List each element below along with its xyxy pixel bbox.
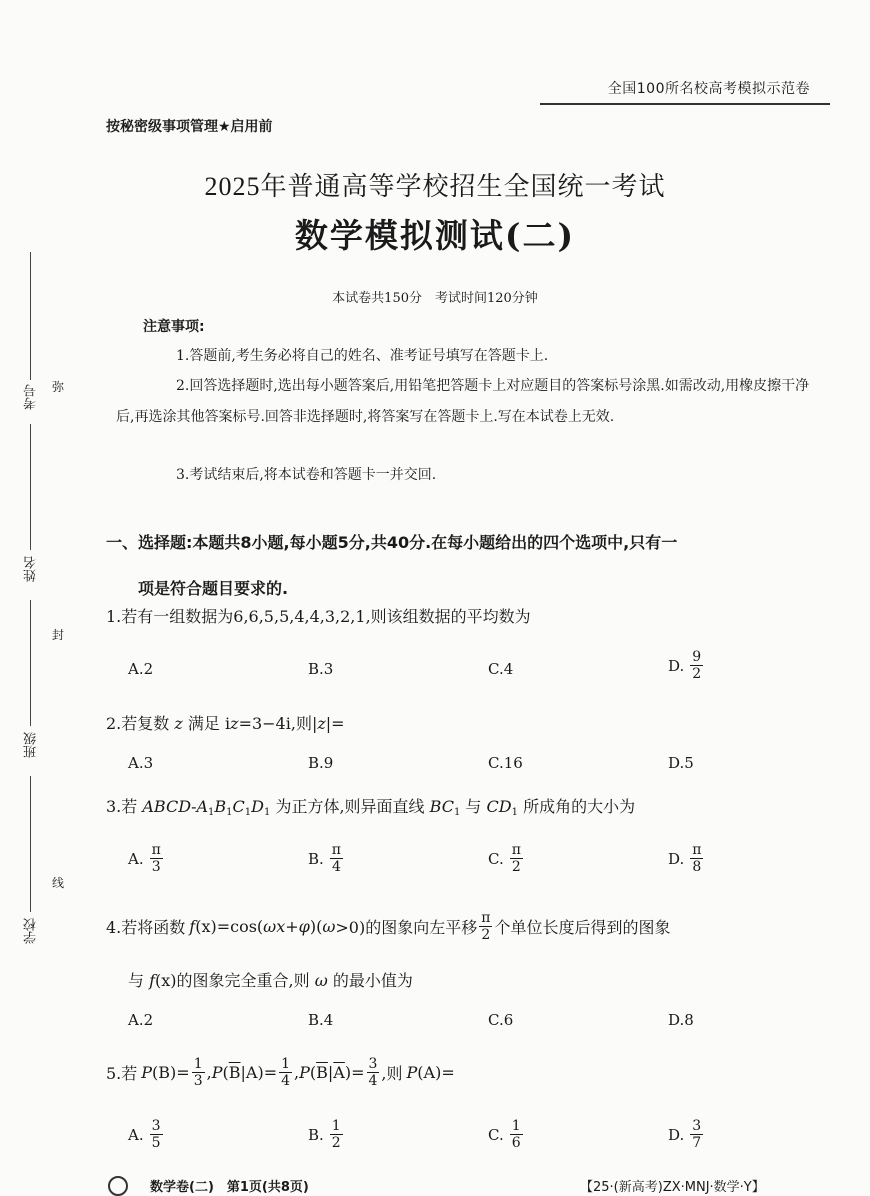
notice-heading: 注意事项: (143, 319, 205, 335)
question-2-option-b: B.9 (308, 754, 334, 772)
fraction-numerator: 1 (511, 1118, 521, 1134)
subscript: 1 (244, 807, 252, 818)
question-3-option-d (668, 842, 705, 875)
notice-item-2: 2.回答选择题时,选出每小题答案后,用铅笔把答题卡上对应题目的答案标号涂黑.如需改动,用橡皮擦干净后,再选涂其他答案标号.回答非选择题时,将答案写在答题卡上.写在本试卷上无效. (116, 378, 810, 425)
fraction-denominator: 2 (511, 859, 521, 875)
var-f: f (189, 917, 196, 936)
binding-line (30, 600, 31, 726)
var-abcd: ABCD (142, 797, 192, 816)
text: (A)= (417, 1063, 455, 1082)
var-omega: ω (322, 917, 336, 936)
question-1-option-c: C.4 (488, 660, 514, 678)
fraction-numerator: 1 (281, 1056, 291, 1072)
option-label: C. (488, 1125, 504, 1144)
option-label: D. (668, 1125, 685, 1144)
text: | (327, 1063, 334, 1082)
question-4-option-b: B.4 (308, 1011, 334, 1029)
fraction-numerator: π (511, 842, 521, 858)
question-5-stem (106, 1056, 455, 1089)
fraction-denominator: 2 (331, 1135, 341, 1151)
var-z: z (317, 714, 326, 733)
text: ,则 (381, 1064, 403, 1083)
footer-code: 【25·(新高考)ZX·MNJ·数学·Y】 (580, 1180, 765, 1195)
var-cd: CD (486, 797, 512, 816)
question-1-option-a: A.2 (128, 660, 154, 678)
section-heading-line-1: 一、选择题:本题共8小题,每小题5分,共40分.在每小题给出的四个选项中,只有一 (106, 533, 678, 552)
fraction-numerator: 1 (331, 1118, 341, 1134)
fraction (330, 1118, 343, 1151)
text: >0)的图象向左平移 (335, 918, 478, 937)
question-1-option-d (668, 649, 705, 682)
fraction-denominator: 8 (692, 859, 702, 875)
exam-meta: 本试卷共150分 考试时间120分钟 (332, 291, 538, 306)
var-b-bar: $\overline{B}$ (316, 1063, 328, 1082)
question-4-option-c: C.6 (488, 1011, 514, 1029)
var-z: z (174, 714, 183, 733)
question-5-option-c (488, 1118, 525, 1151)
text: |= (325, 714, 345, 733)
fraction-denominator: 3 (193, 1073, 203, 1089)
footer-page-circle (108, 1176, 128, 1196)
var-b-bar: $\overline{B}$ (228, 1063, 241, 1082)
question-5-option-a (128, 1118, 165, 1151)
binding-label-class: 班级 (24, 732, 39, 758)
notice-item-1: 1.答题前,考生务必将自己的姓名、准考证号填写在答题卡上. (176, 348, 549, 364)
text: ( (309, 1063, 317, 1082)
var-f: f (149, 971, 156, 990)
text: 2.若复数 (106, 714, 170, 733)
notice-item-3: 3.考试结束后,将本试卷和答题卡一并交回. (176, 467, 437, 483)
subject-title: 数学模拟测试(二) (294, 216, 576, 255)
fraction (690, 842, 703, 875)
option-label: B. (308, 849, 324, 868)
option-label: D. (668, 656, 685, 675)
var-p: P (299, 1063, 310, 1082)
fraction-numerator: 1 (193, 1056, 203, 1072)
fraction (510, 1118, 523, 1151)
question-2-option-a: A.3 (128, 754, 154, 772)
binding-mark: 线 (52, 876, 65, 890)
fraction (690, 1118, 703, 1151)
text: 的最小值为 (332, 971, 413, 990)
var-a-bar: $\overline{A}$ (333, 1063, 345, 1082)
fraction-numerator: π (481, 910, 491, 926)
fraction (690, 649, 703, 682)
fraction (367, 1056, 380, 1089)
text: 与 (465, 797, 482, 816)
question-2-option-c: C.16 (488, 754, 523, 772)
exam-title: 2025年普通高等学校招生全国统一考试 (204, 172, 666, 201)
fraction-numerator: 3 (368, 1056, 378, 1072)
fraction-numerator: 9 (692, 649, 702, 665)
text: 5.若 (106, 1064, 138, 1083)
question-3-stem (106, 794, 635, 818)
text: 4.若将函数 (106, 918, 186, 937)
subscript: 1 (453, 807, 461, 818)
text: 3.若 (106, 797, 138, 816)
question-4-stem-line-2 (128, 968, 413, 991)
option-label: B. (308, 1125, 324, 1144)
text: 个单位长度后得到的图象 (494, 918, 671, 937)
var-c: C (232, 797, 245, 816)
header-rule (540, 103, 830, 105)
var-a: A (196, 797, 209, 816)
series-label: 全国100所名校高考模拟示范卷 (607, 81, 810, 97)
section-heading-line-2: 项是符合题目要求的. (138, 579, 289, 598)
text: =3−4i,则| (238, 714, 318, 733)
fraction-denominator: 4 (281, 1073, 291, 1089)
fraction (510, 842, 523, 875)
binding-line (30, 776, 31, 912)
binding-label-name: 姓名 (24, 556, 39, 582)
question-4-stem (106, 910, 846, 943)
fraction (279, 1056, 292, 1089)
var-b: B (214, 797, 227, 816)
binding-line (30, 424, 31, 550)
question-2-stem (106, 711, 345, 734)
fraction-numerator: π (331, 842, 341, 858)
fraction-denominator: 2 (481, 927, 491, 943)
secret-level-label: 按秘密级事项管理★启用前 (106, 119, 273, 135)
binding-label-exam-no: 考号 (24, 384, 39, 410)
text: + (285, 917, 299, 936)
fraction-denominator: 5 (151, 1135, 161, 1151)
option-label: C. (488, 849, 504, 868)
binding-mark: 封 (52, 628, 65, 642)
text: )( (309, 917, 323, 936)
text: (x)=cos( (195, 917, 264, 936)
fraction (150, 842, 163, 875)
var-omega-x: ωx (263, 917, 286, 936)
question-4-option-d: D.8 (668, 1011, 694, 1029)
fraction-numerator: π (692, 842, 702, 858)
binding-line (30, 252, 31, 380)
var-z: z (230, 714, 239, 733)
fraction-numerator: 3 (692, 1118, 702, 1134)
question-3-option-b (308, 842, 345, 875)
subscript: 1 (264, 807, 271, 818)
var-omega: ω (314, 971, 328, 990)
fraction-denominator: 3 (151, 859, 161, 875)
fraction-numerator: π (151, 842, 161, 858)
var-bc: BC (429, 797, 454, 816)
var-p: P (406, 1063, 418, 1082)
footer-page-info: 数学卷(二) 第1页(共8页) (150, 1180, 309, 1195)
fraction (330, 842, 343, 875)
fraction (479, 910, 492, 943)
question-5-option-d (668, 1118, 705, 1151)
var-d: D (251, 797, 264, 816)
text: 为正方体,则异面直线 (275, 797, 425, 816)
subscript: 1 (226, 807, 233, 818)
fraction-denominator: 4 (331, 859, 341, 875)
text: 满足 i (187, 714, 231, 733)
section-heading (106, 520, 846, 612)
text: 所成角的大小为 (523, 797, 636, 816)
fraction-denominator: 6 (511, 1135, 521, 1151)
var-phi: φ (298, 917, 310, 936)
var-p: P (141, 1063, 153, 1082)
var-p: P (211, 1063, 223, 1082)
subscript: 1 (511, 807, 518, 818)
question-3-option-c (488, 842, 525, 875)
text: )= (344, 1063, 365, 1082)
fraction (192, 1056, 205, 1089)
text: (x)的图象完全重合,则 (155, 971, 310, 990)
option-label: D. (668, 849, 685, 868)
text: - (191, 797, 197, 816)
question-1-stem: 1.若有一组数据为6,6,5,5,4,4,3,2,1,则该组数据的平均数为 (106, 607, 531, 626)
question-2-option-d: D.5 (668, 754, 694, 772)
fraction-numerator: 3 (151, 1118, 161, 1134)
question-5-option-b (308, 1118, 345, 1151)
option-label: A. (128, 849, 144, 868)
text: , (294, 1063, 300, 1082)
fraction (150, 1118, 163, 1151)
option-label: A. (128, 1125, 144, 1144)
text: (B)= (152, 1063, 190, 1082)
subscript: 1 (208, 807, 215, 818)
fraction-denominator: 2 (692, 666, 702, 682)
text: 与 (128, 971, 145, 990)
text: |A)= (240, 1063, 278, 1082)
question-4-option-a: A.2 (128, 1011, 154, 1029)
text: ( (222, 1063, 229, 1082)
question-1-option-b: B.3 (308, 660, 334, 678)
fraction-denominator: 4 (368, 1073, 378, 1089)
fraction-denominator: 7 (692, 1135, 702, 1151)
question-3-option-a (128, 842, 165, 875)
binding-mark: 弥 (52, 380, 65, 394)
text: , (206, 1063, 212, 1082)
binding-label-school: 学校 (24, 918, 39, 944)
